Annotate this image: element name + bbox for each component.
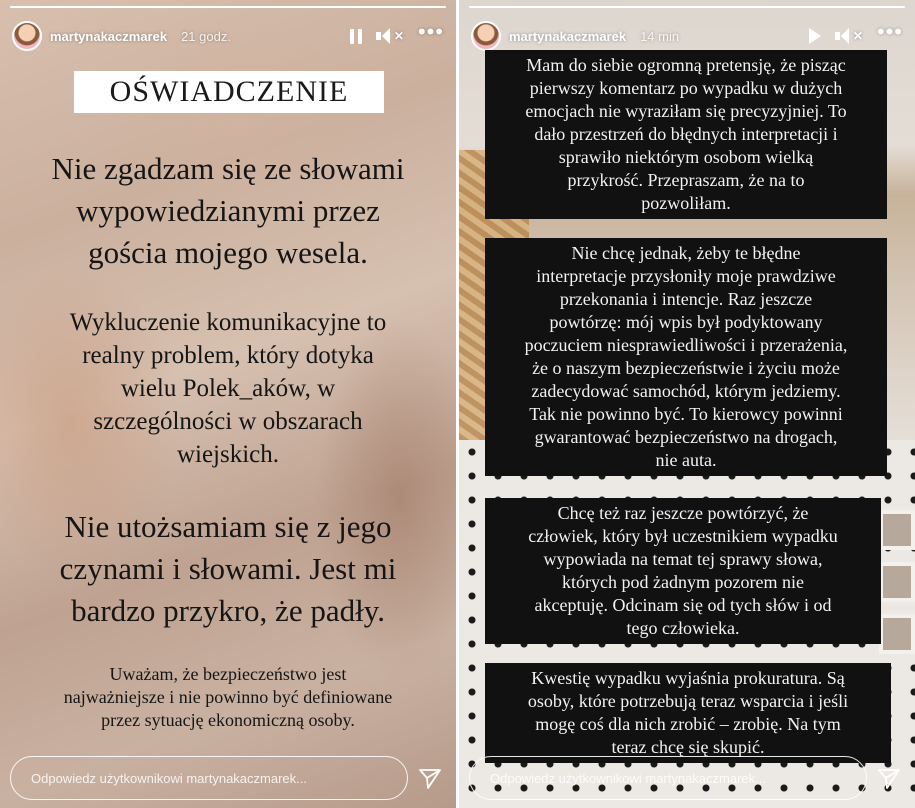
- text-line: gwarantować bezpieczeństwo na drogach,: [534, 427, 838, 447]
- text-line: interpretacje przysłoniły moje prawdziwe: [536, 266, 836, 286]
- story-left: [0, 0, 456, 808]
- text-line: nie auta.: [655, 450, 717, 470]
- send-icon[interactable]: [418, 768, 442, 790]
- text-line: gościa mojego wesela.: [88, 235, 368, 270]
- statement-box-1: [485, 50, 887, 219]
- statement-title-text: OŚWIADCZENIE: [109, 75, 349, 108]
- statement-paragraph-3: [14, 506, 442, 632]
- text-line: Nie chcę jednak, żeby te błędne: [571, 243, 801, 263]
- text-line: Uważam, że bezpieczeństwo jest: [109, 664, 347, 684]
- text-line: Nie zgadzam się ze słowami: [51, 151, 405, 186]
- send-icon[interactable]: [877, 768, 901, 790]
- avatar[interactable]: [471, 21, 501, 51]
- text-line: sprawiło niektórym osobom wielką: [558, 147, 814, 167]
- reply-input[interactable]: [31, 771, 407, 786]
- text-line: tego człowieka.: [626, 618, 740, 638]
- text-line: bardzo przykro, że padły.: [71, 593, 385, 628]
- picture-frame: [879, 562, 915, 602]
- story-right: [459, 0, 915, 808]
- story-progress-fill: [10, 6, 446, 8]
- picture-frame: [879, 614, 915, 654]
- text-line: Tak nie powinno być. To kierowcy powinni: [529, 404, 843, 424]
- statement-box-2: [485, 238, 887, 476]
- text-line: wiejskich.: [176, 441, 280, 468]
- story-progress-fill: [469, 6, 905, 8]
- reply-bar[interactable]: [469, 756, 867, 800]
- text-line: akceptuję. Odcinam się od tych słów i od: [534, 595, 832, 615]
- text-line: czynami i słowami. Jest mi: [59, 551, 397, 586]
- text-line: powtórzę: mój wpis był podyktowany: [549, 312, 823, 332]
- text-line: osoby, które potrzebują teraz wsparcia i jeśli: [527, 691, 849, 711]
- username[interactable]: martynakaczmarek: [509, 28, 627, 44]
- speaker-muted-icon[interactable]: ✕: [376, 28, 404, 44]
- statement-title: [74, 71, 384, 113]
- more-icon[interactable]: •••: [417, 19, 444, 44]
- text-line: Mam do siebie ogromną pretensję, że pisząc: [526, 55, 846, 75]
- text-line: Wykluczenie komunikacyjne to: [69, 309, 387, 336]
- text-line: człowiek, który był uczestnikiem wypadku: [528, 526, 838, 546]
- reply-bar[interactable]: [10, 756, 408, 800]
- text-line: wypowiedzianymi przez: [76, 193, 380, 228]
- story-time: 14 min: [640, 28, 680, 44]
- avatar[interactable]: [12, 21, 42, 51]
- text-line: przez sytuację ekonomiczną osoby.: [101, 710, 355, 730]
- play-icon[interactable]: [809, 28, 821, 44]
- statement-paragraph-2: [14, 306, 442, 471]
- text-line: że o naszym bezpieczeństwie i życiu może: [532, 358, 840, 378]
- text-line: szczególności w obszarach: [93, 408, 363, 435]
- text-line: wielu Polek_aków, w: [120, 375, 336, 402]
- text-line: Nie utożsamiam się z jego: [64, 509, 392, 544]
- story-time: 21 godz.: [181, 28, 231, 44]
- text-line: emocjach nie wyraziłam się precyzyjniej. To: [525, 101, 847, 121]
- text-line: przekonania i intencje. Raz jeszcze: [559, 289, 813, 309]
- statement-box-4: [485, 663, 891, 763]
- text-line: realny problem, który dotyka: [82, 342, 374, 369]
- statement-paragraph-4: [14, 663, 442, 732]
- text-line: zadecydować samochód, którym jedziemy.: [531, 381, 841, 401]
- text-line: pierwszy komentarz po wypadku w dużych: [529, 78, 843, 98]
- pause-icon[interactable]: [350, 29, 362, 44]
- text-line: dało przestrzeń do błędnych interpretacji i: [534, 124, 838, 144]
- text-line: najważniejsze i nie powinno być definiowane: [63, 687, 393, 707]
- more-icon[interactable]: •••: [876, 19, 903, 44]
- text-line: Chcę też raz jeszcze powtórzyć, że: [557, 503, 809, 523]
- statement-box-3: [485, 498, 881, 644]
- story-header: [12, 20, 444, 52]
- username[interactable]: martynakaczmarek: [50, 28, 168, 44]
- reply-input[interactable]: [490, 771, 866, 786]
- text-line: Kwestię wypadku wyjaśnia prokuratura. Są: [531, 668, 845, 688]
- story-header: [471, 20, 903, 52]
- story-progress-bar: [10, 6, 446, 8]
- text-line: wypowiada na temat tej sprawy słowa,: [543, 549, 823, 569]
- story-controls: [809, 19, 903, 44]
- speaker-muted-icon[interactable]: ✕: [835, 28, 863, 44]
- text-line: pozwoliłam.: [641, 193, 731, 213]
- text-line: poczuciem niesprawiedliwości i przerażenia,: [524, 335, 848, 355]
- picture-frame: [879, 510, 915, 550]
- text-line: teraz chcę się skupić.: [611, 737, 765, 757]
- text-line: mogę coś dla nich zrobić – zrobię. Na tym: [535, 714, 841, 734]
- text-line: przykrość. Przepraszam, że na to: [567, 170, 805, 190]
- statement-paragraph-1: [14, 148, 442, 274]
- text-line: których pod żadnym pozorem nie: [562, 572, 804, 592]
- story-progress-bar: [469, 6, 905, 8]
- story-controls: [350, 19, 444, 44]
